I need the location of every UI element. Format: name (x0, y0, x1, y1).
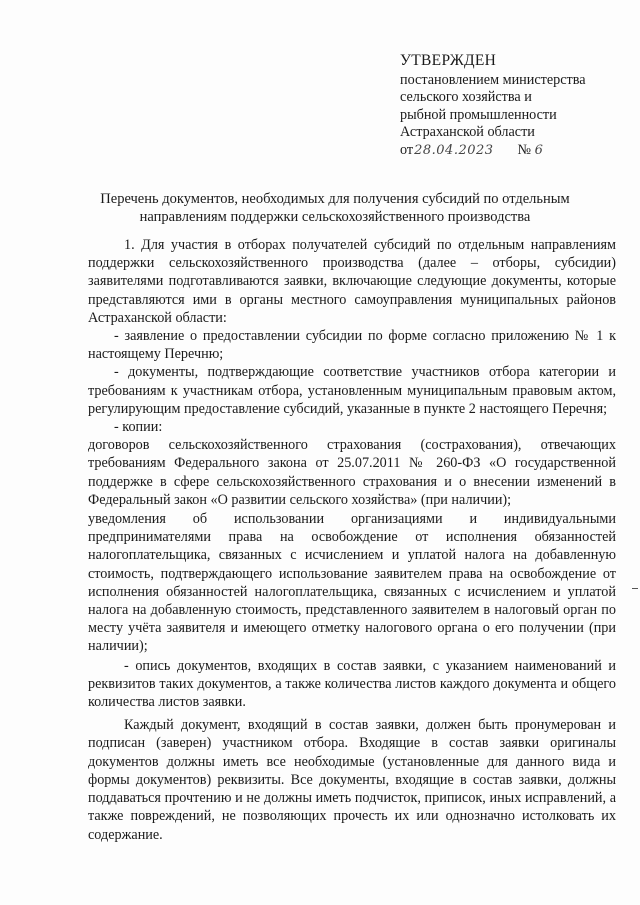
paragraph-document-requirements: Каждый документ, входящий в состав заявки, должен быть пронумерован и подписан (заверен) участником отбора. Входящие в состав заявки оригиналы документов должны иметь все необходимые (установленные для данного вида и формы документов) реквизиты. Все документы, входящие в состав заявки, должны поддаваться прочтению и не должны иметь подчисток, приписок, иных исправлений, а также повреждений, не позволяющих прочесть их или однозначно истолковать их содержание. (88, 717, 616, 843)
paragraph-1: 1. Для участия в отборах получателей субсидий по отдельным направлениям поддержки сельскохозяйственного производства (далее – отборы, субсидии) заявителями подготавливаются заявки, включающие следующие документы, которые представляются ими в органы местного самоуправления муниципальных районов Астраханской области: (88, 237, 616, 326)
approval-line-1: постановлением министерства (400, 71, 586, 88)
approval-date-line (400, 142, 625, 160)
document-body (88, 236, 616, 844)
approval-line-2: сельского хозяйства и (400, 89, 532, 105)
date-prefix: от (400, 141, 414, 158)
page-edge-mark (632, 588, 638, 589)
paragraph-insurance-contracts: договоров сельскохозяйственного страхования (сострахования), отвечающих требованиям Федерального закона от 25.07.2011 № 260-ФЗ «О государственной поддержке в сфере сельскохозяйственного страхования и о внесении изменений в Федеральный закон «О развитии сельского хозяйства» (при наличии); (88, 437, 616, 508)
approval-stamp (400, 52, 625, 159)
document-title (60, 190, 610, 226)
paragraph-inventory: - опись документов, входящих в состав заявки, с указанием наименований и реквизитов таких документов, а также количества листов каждого документа и общего количества листов заявки. (88, 657, 616, 711)
title-line-1: Перечень документов, необходимых для получения субсидий по отдельным (100, 191, 570, 207)
number-prefix: № (517, 141, 532, 158)
paragraph-copies: - копии: (114, 419, 163, 436)
paragraph-conformity-documents: - документы, подтверждающие соответствие участников отбора категории и требованиям к участникам отбора, установленным муниципальным правовым актом, регулирующим предоставление субсидий, указанные в пункте 2 настоящего Перечня; (88, 364, 616, 417)
approval-heading: УТВЕРЖДЕН (400, 52, 497, 69)
paragraph-application: - заявление о предоставлении субсидии по форме согласно приложению № 1 к настоящему Перечню; (88, 328, 616, 363)
handwritten-number: 6 (534, 142, 544, 158)
handwritten-date: 28.04.2023 (414, 142, 494, 158)
paragraph-vat-notification: уведомления об использовании организациями и индивидуальными предпринимателями права на освобождение от исполнения обязанностей налогоплательщика, связанных с исчислением и уплатой налога на добавленную стоимость, подтверждающего использование заявителем права на освобождение от исполнения обязанностей налогоплательщика, связанных с исчислением и уплатой налога на добавленную стоимость, представленного заявителем в налоговый орган по месту учёта заявителя и имеющего отметку налогового органа о его получении (при наличии); (88, 511, 616, 655)
approval-line-3: рыбной промышленности (400, 106, 557, 123)
approval-line-4: Астраханской области (400, 124, 535, 140)
title-line-2: направлениям поддержки сельскохозяйственного производства (139, 209, 531, 225)
